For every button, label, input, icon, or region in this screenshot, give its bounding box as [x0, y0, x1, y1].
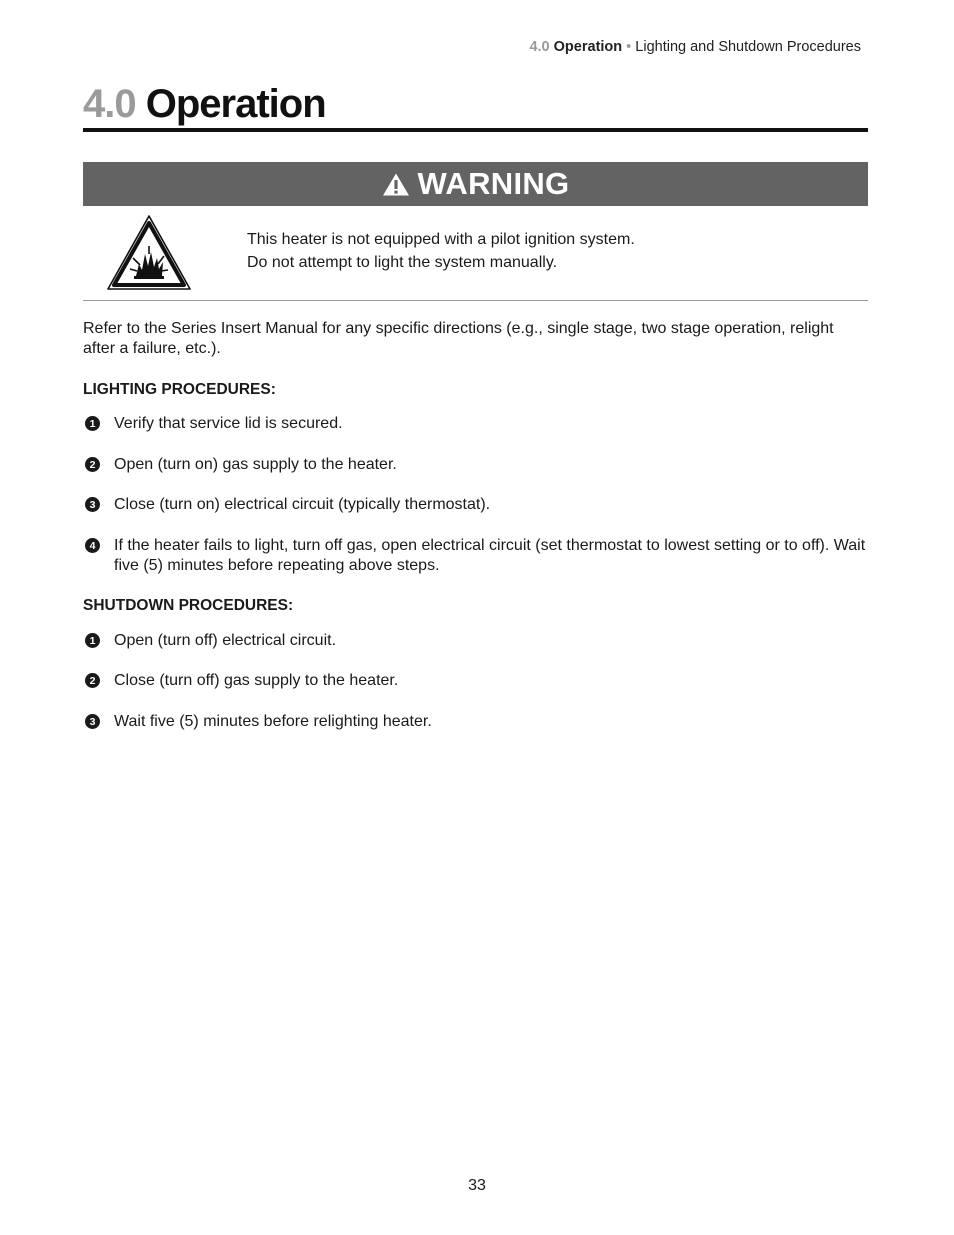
shutdown-heading: SHUTDOWN PROCEDURES:: [83, 597, 294, 614]
step-number-badge: 3: [85, 714, 100, 729]
list-item: [85, 671, 870, 691]
step-text: Close (turn off) gas supply to the heater.: [114, 672, 399, 689]
list-item: [85, 631, 870, 651]
warning-divider: [83, 300, 868, 301]
fire-hazard-icon: [106, 214, 192, 292]
step-text: Open (turn on) gas supply to the heater.: [114, 456, 397, 473]
running-header: [529, 39, 861, 55]
header-bullet: •: [626, 39, 632, 55]
step-number-badge: 2: [85, 673, 100, 688]
intro-paragraph: Refer to the Series Insert Manual for any specific directions (e.g., single stage, two stage operation, relight after a failure, etc.).: [83, 320, 834, 357]
header-subsection: Lighting and Shutdown Procedures: [635, 39, 861, 55]
step-number-badge: 4: [85, 538, 100, 553]
warning-banner: [83, 162, 868, 206]
step-number-badge: 3: [85, 497, 100, 512]
warning-message: [247, 228, 635, 274]
list-item: [85, 414, 870, 434]
header-section-name: Operation: [553, 39, 623, 55]
step-number-badge: 1: [85, 416, 100, 431]
warning-label: WARNING: [417, 166, 570, 201]
title-number: 4.0: [83, 82, 136, 126]
step-number-badge: 1: [85, 633, 100, 648]
step-number-badge: 2: [85, 457, 100, 472]
warning-line: Do not attempt to light the system manually.: [247, 254, 558, 271]
step-text: Close (turn on) electrical circuit (typically thermostat).: [114, 496, 491, 513]
step-text: Open (turn off) electrical circuit.: [114, 632, 337, 649]
list-item: [85, 455, 870, 475]
step-text: Wait five (5) minutes before relighting heater.: [114, 713, 432, 730]
page-number: 33: [468, 1177, 486, 1194]
warning-triangle-icon: [382, 172, 410, 197]
list-item: [85, 536, 870, 576]
step-text: Verify that service lid is secured.: [114, 415, 343, 432]
lighting-heading: LIGHTING PROCEDURES:: [83, 381, 276, 398]
title-text: Operation: [145, 82, 326, 126]
title-divider: [83, 128, 868, 132]
page-title: [83, 80, 326, 128]
list-item: [85, 712, 870, 732]
step-text: If the heater fails to light, turn off gas, open electrical circuit (set thermostat to lowest setting or to off). Wait five (5) minutes before repeating above steps.: [114, 537, 866, 574]
header-section-number: 4.0: [529, 39, 550, 55]
warning-line: This heater is not equipped with a pilot ignition system.: [247, 231, 635, 248]
list-item: [85, 495, 870, 515]
